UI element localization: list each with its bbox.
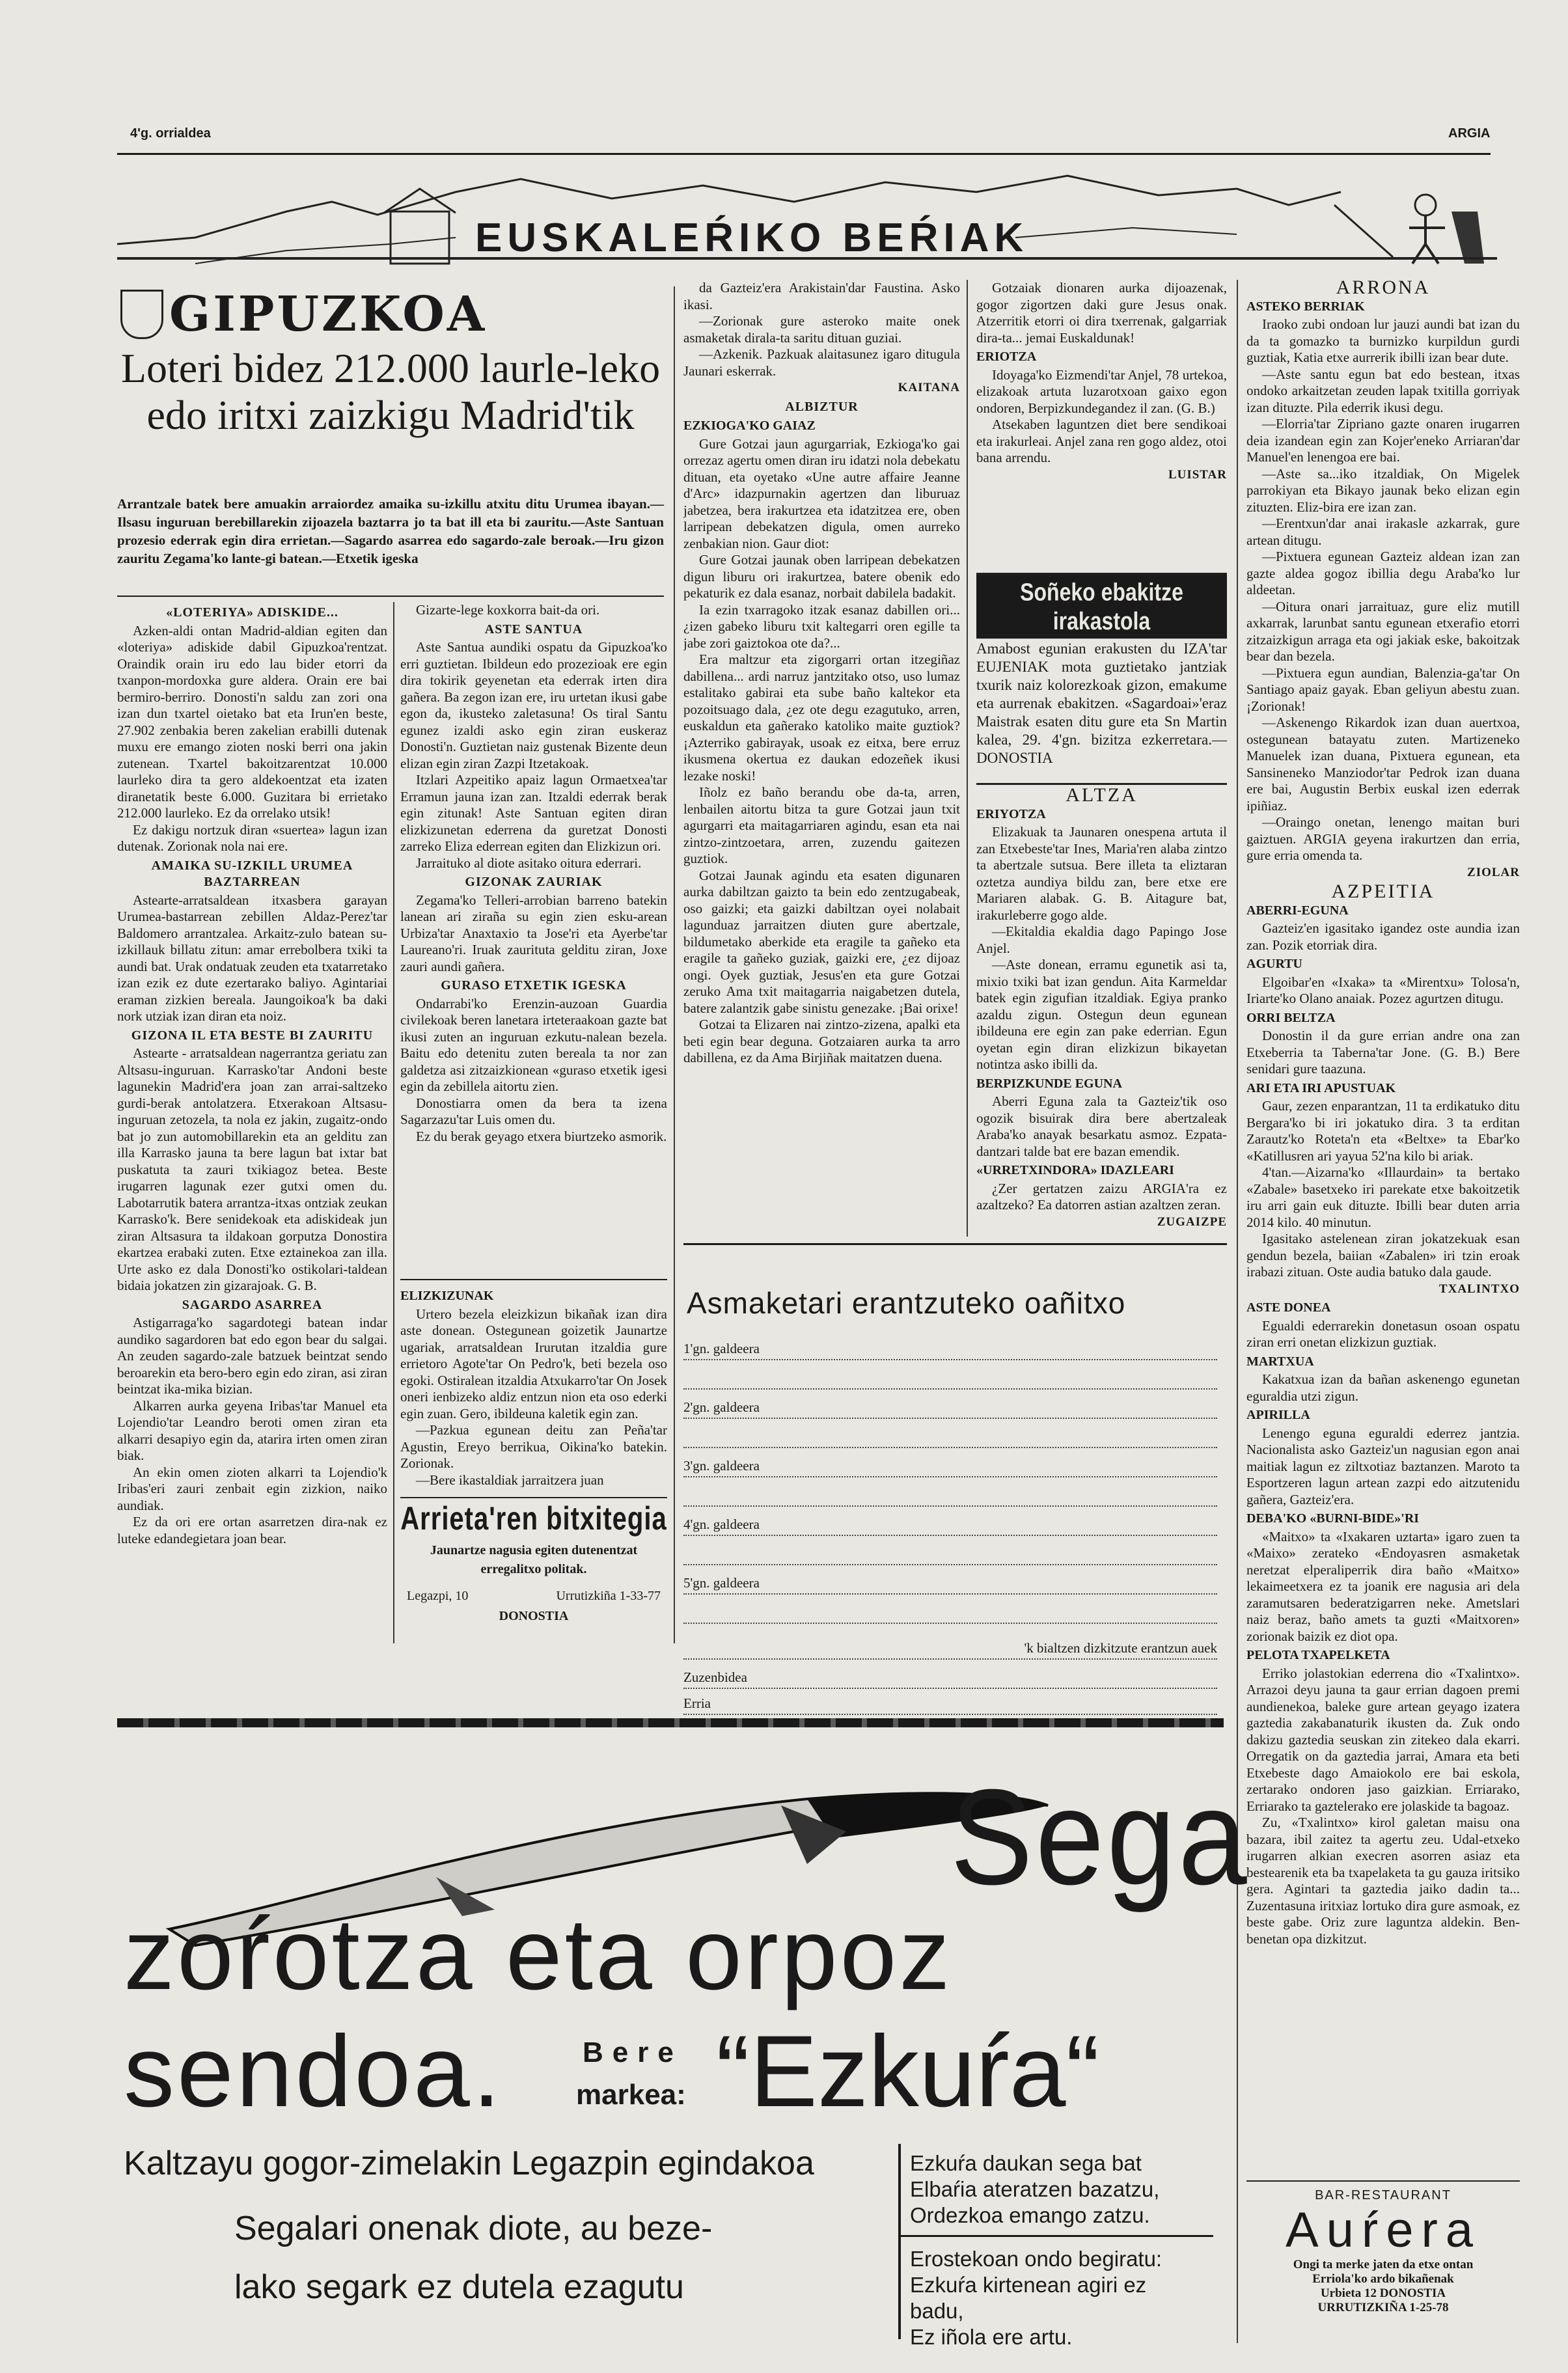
contest-answer-1[interactable]: 1'gn. galdeera xyxy=(683,1341,1217,1360)
contest-title: Asmaketari erantzuteko oañitxo xyxy=(687,1286,1126,1320)
article-paragraph: Gazteiz'en igasitako igandez oste aundia izan zan. Pozik etorriak dira. xyxy=(1246,920,1520,953)
article-paragraph: Donostin il da gure errian andre ona zan Etxeberria ta Taberna'tar Jone. (G. B.) Bere senidari gure taazuna. xyxy=(1246,1028,1520,1077)
article-paragraph: Itzlari Azpeitiko apaiz lagun Ormaetxea'tar Erramun jauna izan zan. Itzaldi ederrak berak egin zitunak! Aste Santuan egiten diran elizkizunetan ederrena da guretzat Donosti zarreko Eliza ederrean egiten dan Elizkizun ori. xyxy=(400,772,667,854)
article-paragraph: —Oitura onari jarraituaz, gure eliz mutill axkarrak, larunbat santu egunean etxerafio etorri zitzaizkigun arraga eta ogi jakiak eske, bakoitzak bear dan bezela. xyxy=(1246,598,1520,664)
contest-note: 'k bialtzen dizkitzute erantzun auek xyxy=(1024,1640,1217,1656)
article-paragraph: Elgoibar'en «Ixaka» ta «Mirentxu» Tolosa'n, Iriarte'ko Olano anaiak. Pozez agurtzen ditugu. xyxy=(1246,974,1520,1006)
ad-soneko-text: Amabost egunian erakusten du IZA'tar EUJENIAK mota guztietako jantziak txurik naiz kolorezkoak gizon, emakume eta aurrenak ebakitzen. «Sagardoai»'eraz Maistrak esaten ditu gure eta Sn Martin kalea, 29. 4'gn. bizitza ezkerretara.—DONOSTIA xyxy=(976,640,1227,766)
author-signature: ZUGAIZPE xyxy=(1157,1214,1227,1229)
article-paragraph: Era maltzur eta zigorgarri ortan itzegiñaz dabillena... ardi narruz jantzitako otso, uso lumaz estalitako gabirai eta sube baño kaltekor eta pozoitsuago dala, ¿ez ote degu ezagutuko, arren, euskaldun eta gañerako katoliko maite guztiok? ¡Azterriko gabirayak, usoak ez eitxa, bere erruz ikusmena okertua ez daukan edozeñek ikusi lezake noski! xyxy=(683,652,960,784)
subsection-heading: DEBA'KO «BURNI-BIDE»'RI xyxy=(1246,1511,1420,1526)
author-signature: TXALINTXO xyxy=(1438,1282,1520,1296)
article-paragraph: Kakatxua izan da bañan askenengo egunetan eguraldia utzi zigun. xyxy=(1246,1371,1520,1404)
article-paragraph: —Oraingo onetan, lenengo maitan buri gaiztuen. ARGIA geyena irakurtzen dan erria, gure erria omenda ta. xyxy=(1246,814,1520,863)
contest-answer-2[interactable]: 2'gn. galdeera xyxy=(683,1399,1217,1419)
subsection-heading: ERIOTZA xyxy=(976,350,1037,364)
contest-answer-3-line2[interactable] xyxy=(683,1487,1217,1507)
article-paragraph: 4'tan.—Aizarna'ko «Illaurdain» ta bertako «Zabale» basetxeko iri parekate etxe bakoitzetik iru arri gain euk dituzte. Ibilli bear duten arria 2014 kilo. 40 minutun. xyxy=(1246,1164,1520,1230)
subsection-heading: ELIZKIZUNAK xyxy=(400,1289,494,1303)
page-number: 4'g. orrialdea xyxy=(130,126,211,141)
article-paragraph: Gotzaiak dionaren aurka dijoazenak, gogor zigortzen daki gure Jesus onak. Atzerritik etorri oi dira txerrenak, galgarriak dira-ta... jemai Euskaldunak! xyxy=(976,280,1227,346)
section-heading: GURASO ETXETIK IGESKA xyxy=(441,978,627,993)
column-divider xyxy=(393,602,394,1643)
article-paragraph: Ez dakigu nortzuk diran «suertea» lagun izan dutenak. Zorionak nola nai ere. xyxy=(117,821,387,854)
sega-segalari-2: lako segark ez dutela ezagutu xyxy=(234,2268,684,2306)
sega-line1: zoŕotza eta orpoz xyxy=(124,1898,953,2011)
article-paragraph: Urtero bezela eleizkizun bikañak izan dira aste donean. Ostegunean goizetik Jaunartze ugariak, arratsaldean Irurutan itzaldia gure errietoro Agote'tar On Pedro'k, beti bezela oso egoki. Ostiralean itzaldia Atxukarro'tar On Josek oneri ienbizeko aldiz entzun nion eta oso ederki egin zuan. Gero, ibildeuna kaletik egin zan. xyxy=(400,1306,667,1421)
subsection-heading: ORRI BELTZA xyxy=(1246,1010,1336,1025)
paper-name: ARGIA xyxy=(1448,126,1491,141)
article-paragraph: —Elorria'tar Zipriano gazte onaren irugarren deia izandean egin zan Kojer'eneko Arriaran'dar Manuel'en lenengoa ere bai. xyxy=(1246,416,1520,465)
article-paragraph: An ekin omen zioten alkarri ta Lojendio'k Iribas'eri zauri zenbait egin zizkion, naiko aundiak. xyxy=(117,1464,387,1513)
section-heading: AMAIKA SU-IZKILL URUMEA BAZTARREAN xyxy=(151,858,353,889)
article-paragraph: —Pixtuera egun aundian, Balenzia-ga'tar On Santiago apaiz gayak. Eban geliyun abestu zuan. ¡Zorionak! xyxy=(1246,665,1520,714)
banner-title: EUSKALEŔIKO BEŔIAK xyxy=(475,215,1029,260)
column-rule xyxy=(400,1279,667,1280)
ad-soneko xyxy=(976,573,1227,785)
subsection-heading: MARTXUA xyxy=(1246,1354,1314,1369)
article-paragraph: —Zorionak gure asteroko maite onek asmaketak dirala-ta saritu dituan guziai. xyxy=(683,313,960,346)
subsection-heading: EZKIOGA'KO GAIAZ xyxy=(683,418,816,433)
article-paragraph: Idoyaga'ko Eizmendi'tar Anjel, 78 urtekoa, elizakoak artuta luzarotxoan gaixo egon ondoren, Berpizkundegandez il zan. (G. B.) xyxy=(976,366,1227,416)
article-paragraph: —Pazkua egunean deitu zan Peña'tar Agustin, Ereyo berrikua, Oikina'ko batekin. Zorionak. xyxy=(400,1422,667,1471)
author-signature: LUISTAR xyxy=(1168,467,1227,482)
header-rule xyxy=(117,153,1491,155)
town-heading: ARRONA xyxy=(1336,277,1431,298)
article-paragraph: Ia ezin txarragoko itzak esanaz dabillen ori... ¿izen gabeko liburu txit kaltegarri oren egille ta jabe zori gaiztokoa ote da?... xyxy=(683,601,960,651)
article-paragraph: —Ekitaldia ekaldia dago Papingo Jose Anjel. xyxy=(976,924,1227,956)
column-altza xyxy=(976,784,1227,1237)
column-gipuzkoa-2 xyxy=(400,602,667,1272)
subsection-heading: APIRILLA xyxy=(1246,1408,1310,1422)
column-gipuzkoa-2b xyxy=(400,1285,667,1487)
section-heading: ASTE SANTUA xyxy=(484,622,583,637)
article-paragraph: —Aste santu egun bat edo bestean, itxas ondoko arkaitzetan zeuden lapak txitilla gorriyak izan dituzte. Pila ederrik ikusi degu. xyxy=(1246,366,1520,415)
author-signature: ZIOLAR xyxy=(1467,865,1520,879)
article-paragraph: Igasitako astelenean ziran jokatzekuak esan gendun bezela, baiian «Zabalen» iri tzin eroak irabazi zituan. Oste audia batuko dala gaude. xyxy=(1246,1231,1520,1280)
main-headline: Loteri bidez 212.000 laurle-leko edo iritxi zaizkigu Madrid'tik xyxy=(120,345,661,438)
article-paragraph: Iraoko zubi ondoan lur jauzi aundi bat izan du da ta gomazko ta burnizko kurpildun gurdi guztiak, Katia etxe aurrerik ibilli izan bear dute. xyxy=(1246,316,1520,365)
column-divider xyxy=(1237,280,1238,2343)
article-paragraph: Astearte-arratsaldean itxasbera garayan Urumea-bastarrean zebillen Aldaz-Perez'tar Baldomero arrantzalea. Arkaitz-zulo batean su-izkillauk billatu zitun: amar errebolbera txiki ta aundi bat. Urak ondatuak zeuden eta txatarretako izan ezik ez dute ezertarako baliyo. Agintariai eraman zizkien bereala. Jaungoikoa'k ba daki nork utziak izan diran eta noiz. xyxy=(117,892,387,1024)
subsection-heading: PELOTA TXAPELKETA xyxy=(1246,1648,1390,1662)
article-paragraph: Zegama'ko Telleri-arrobian barreno batekin lanean ari ziraña su egin zien esku-arean Urbiza'tar Anaxtaxio ta Jose'ri eta Ayerbe'tar Laureano'ri. Iruak zaurituta gelditu ziran, Joxe zauri aundi gañera. xyxy=(400,892,667,974)
gipuzkoa-coat-of-arms-icon xyxy=(120,290,163,339)
ad-aurera-name: Auŕera xyxy=(1285,2202,1481,2258)
article-paragraph: Aberri Eguna zala ta Gazteiz'tik oso ogozik bisuirak dira bere abertzaleak Araba'ko anayak besarkatu asmoz. Ezpata-dantzari talde bat ere bazan emendik. xyxy=(976,1093,1227,1159)
article-paragraph: Astigarraga'ko sagardotegi batean indar aundiko sagardoren bat edo egon bear du salgai. An zeuden sagardo-zale batzuek beintzat sendo beroarekin eta bero-bero egin edo ziran, asi ziran beintzat ika-mika bizian. xyxy=(117,1315,387,1397)
contest-answer-5-line2[interactable] xyxy=(683,1604,1217,1624)
article-paragraph: —Bere ikastaldiak jarraitzera juan xyxy=(416,1472,604,1487)
article-paragraph: Jarraituko al diote asitako oitura ederrari. xyxy=(416,855,642,871)
subsection-heading: BERPIZKUNDE EGUNA xyxy=(976,1076,1122,1091)
ad-arrieta-line2: erregalitxo politak. xyxy=(480,1562,587,1576)
article-paragraph: Gaur, zezen enparantzan, 11 ta erdikatuko ditu Bergara'ko bi iri jokatuko dira. 3 ta erditan Zarautz'ko Roteta'n eta «Beltxe» ta Ebar'ko «Katillusren ari yayua 52'na kilo bi ariak. xyxy=(1246,1098,1520,1164)
sega-segalari-1: Segalari onenak diote, au beze- xyxy=(234,2210,713,2247)
column-gipuzkoa-1 xyxy=(117,602,387,1643)
article-paragraph: Alkarren aurka geyena Iribas'tar Manuel eta Lojendio'tar Leandro beroti omen ziran eta alkarri desapiyo egin da, atarira irten omen ziran biak. xyxy=(117,1397,387,1463)
contest-address[interactable]: Zuzenbidea xyxy=(683,1669,1217,1689)
subsection-heading: ERIYOTZA xyxy=(976,806,1046,821)
column-divider xyxy=(967,280,968,1237)
subsection-heading: «URRETXINDORA» IDAZLEARI xyxy=(976,1163,1174,1177)
lead-rule xyxy=(117,596,664,597)
article-paragraph: Erriko jolastokian ederrena dio «Txalintxo». Arrazoi deyu jauna ta gaur errian dagoen premi aundienekoa, baleke gure artean geyago izatera gaztedia zakabanaturik ikusten da. Zuk ondo dakizu gaztedia seuskan zin zitekeo dala ekarri. Orregatik on da gaztedia jarrai, Amara eta beti Etxebeste dago Amaiokolo ere bai eskola, zertarako ondoren jaso gaizkian. Erriarako, Erriarako ta gaztelerako ere jolaskide ta bagoaz. xyxy=(1246,1665,1520,1814)
contest-answer-3[interactable]: 3'gn. galdeera xyxy=(683,1458,1217,1477)
article-paragraph: Gizarte-lege koxkorra bait-da ori. xyxy=(416,602,600,618)
subsection-heading: AGURTU xyxy=(1246,957,1302,971)
ad-aurera-label: BAR-RESTAURANT xyxy=(1315,2188,1451,2202)
ad-aurera-line2: Erriola'ko ardo bikañenak xyxy=(1312,2272,1454,2286)
lead-summary: Arrantzale batek bere amuakin arraiordez amaika su-izkillu atxitu ditu Urumea ibayan.—Ilsasu inguruan berebillarekin zijoazela baztarra jo ta bat ill eta bi zauritu.—Aste Santuan prozesio ederrak egin dira errietan.—Sagardo asarrea edo sagardo-zale beroak.—Iru gizon zauritu Zegama'ko lante-gi batean.—Etxetik igeska xyxy=(117,496,664,566)
article-paragraph: Ez da ori ere ortan asarretzen dira-nak ez luteke edandegietara joan bear. xyxy=(117,1514,387,1546)
article-paragraph: «Maitxo» ta «Ixakaren uztarta» igaro zuen ta «Maixo» zerateko «Endoyasren asmaketak neretzat elperaliperrik dira baño «Maitxo» lekaimeetxera ez ta joanik ere nagusia ari dela zaramutsaren bederatzigarren neke. Ametslari naiz beraz, baño amets ta guzti «Maitxoren» zorionak baizik ez diot opa. xyxy=(1246,1528,1520,1644)
section-heading: ALBIZTUR xyxy=(785,399,859,414)
contest-answer-2-line2[interactable] xyxy=(683,1429,1217,1448)
section-heading: GIZONAK ZAURIAK xyxy=(465,875,603,889)
ad-arrieta-name: Arrieta'ren bitxitegia xyxy=(400,1501,667,1537)
ad-arrieta-address: Legazpi, 10 xyxy=(407,1589,469,1603)
author-signature: KAITANA xyxy=(898,381,960,394)
sega-word: Sega xyxy=(950,1761,1250,1913)
section-heading: SAGARDO ASARREA xyxy=(182,1297,323,1312)
sega-ad-frame xyxy=(117,1727,1250,2359)
article-paragraph: Iñolz ez baño berandu obe da-ta, arren, lenbailen aitortu bitza ta gure Gotzai jaun txit agurgarri eta maitagarriaren agindu, esan eta nai zintzo-zintzoetara, arren, zuzendu gaitezen guztiok. xyxy=(683,784,960,866)
article-paragraph: ¿Zer gertatzen zaizu ARGIA'ra ez azaltzeko? Ea datorren astian azaltzen zeran. xyxy=(976,1180,1227,1213)
article-paragraph: Elizakuak ta Jaunaren onespena artuta il zan Etxebeste'tar Ines, Maria'ren alaba zintzo ta abertzale sutsua. Bere illeta ta eliztaran oztetza aundiya bildu zan, bere etxe ere Mariaren alabak. G. B. Aitagure bat, irakurleberre gogo alde. xyxy=(976,824,1227,923)
article-paragraph: Aste Santua aundiki ospatu da Gipuzkoa'ko erri guztietan. Ibildeun edo prozezioak ere egin dira tokirik geyenetan eta ederrak irten dira gañera. Ba zegon izan ere, iru urtetan ikusi gabe egon da, ikusteko zaletasuna! Os tiral Santu egunez izaldi asko egin ziran euskeraz Donosti'n. Guztietan naiz gustenak Bizente deun elizan egin ziran Zazpi Itzetakoak. xyxy=(400,639,667,771)
sega-line2: sendoa. xyxy=(124,2015,504,2128)
article-paragraph: Ez du berak geyago etxera biurtzeko asmorik. xyxy=(416,1128,667,1144)
article-paragraph: Zu, «Txalintxo» kirol galetan maisu ona bazara, ibil zaitez ta agertu zeu. Udal-etxeko irugarren alkian execren asorren asiaz eta bestearenik eta ba txapelaketa ta gu gauza iritsiko gera. Agintari ta gaztedia jaiko dadin ta... Zuzentasuna iritxiaz lortuko dira gure asmoak, ez beste gabe. Oriz zure laguntza aldekin. Ben-benetan opa dizkitzut. xyxy=(1246,1815,1520,1947)
article-paragraph: Gotzai Jaunak agindu eta esaten digunaren aurka dabiltzan gaizto ta bein edo zentzugabeak, oso gaizki; eta gaizki dabiltzan oyei nolabait lagunduaz jarraitzen diuten gure abertzale, bildumetako aberkide eta eragile ta gañeko eta eragile ta gañeko guziak, gaizki ere, ¿ez dijoaz ongi. Oyek guztiak, Jesus'en eta gure Gotzai zeruko Ama txit maitagarria naigabetzen dutela, batere zalantzik gabe sinistu genezake. ¡Bai orixe! xyxy=(683,867,960,1016)
sega-bere: Bere xyxy=(583,2037,683,2068)
article-paragraph: —Aste donean, erramu egunetik asi ta, mixio txiki bat izan gendun. Aita Karmeldar batek egin zigufian itzaldiak. Egiya pranko azaldu zigun. Ostegun deun egunean ibildeuna ere egin zan pake ederrian. Egun oyetan egin diran elizkizun bikayetan notintza asko ibilli da. xyxy=(976,957,1227,1072)
ad-soneko-title: Soñeko ebakitze irakastola xyxy=(976,575,1227,638)
article-paragraph: Gotzai ta Elizaren nai zintzo-zizena, apalki eta beti egin bear deguna. Gotzaiaren aurka ta arro dabillena, ez da Ama Birjiñak maitatzen duena. xyxy=(683,1017,960,1065)
sega-box-2: Erostekoan ondo begiratu: Ezkuŕa kirtenean agiri ez badu, Ez iñola ere artu. xyxy=(910,2247,1162,2349)
contest-answer-4-line2[interactable] xyxy=(683,1546,1217,1565)
subsection-heading: ABERRI-EGUNA xyxy=(1246,903,1349,918)
subsection-heading: ASTEKO BERRIAK xyxy=(1246,299,1365,314)
contest-answer-1-line2[interactable] xyxy=(683,1370,1217,1390)
contest-rule xyxy=(683,1243,1227,1245)
article-paragraph: da Gazteiz'era Arakistain'dar Faustina. Asko ikasi. xyxy=(683,280,960,312)
column-albiztur xyxy=(683,280,960,1237)
article-paragraph: Astearte - arratsaldean nagerrantza geriatu zan Altsasu-inguruan. Karrasko'tar Andoni beste lagunekin Madrid'era joan zan arrai-saltzeko gurdi-berak antolatzera. Etxerakoan Altsasu-inguruan zetozela, ta nola ez jakin, zugaitz-ondo bat jo zun automobillarekin eta an gelditu zan illa Karrasko jauna ta bere lagun bat ixtar bat puskatuta ta zauri txikiagoz betea. Beste irugarren lagunak ezer gutxi omen du. Labotarrutik batera arrantza-itxas ontziak zeukan Karrasko'k. Bere senidekoak eta adiskideak jun ziran Altsasura ta ildakoan gorputza Donostira ekartzea erabaki zuten. Etxe eztainekoa zan illa. Urte asko ez dala Donosti'ko ostikolari-taldean bidaia jokatzen zin gizarajoak. G. B. xyxy=(117,1045,387,1293)
ad-aurera-address: Urbieta 12 DONOSTIA xyxy=(1320,2286,1446,2300)
article-paragraph: Ondarrabi'ko Erenzin-auzoan Guardia civilekoak beren lanetara irteteraakoan gazte bat ikusi zuten an inguruan ezkutu-nalean bezela. Baitu edo detenitu zuten bereala ta nor zan galdetza asi zitzaizkionean «guraso etxetik igesi egin da zebillela aitortu zien. xyxy=(400,995,667,1094)
subsection-heading: ARI ETA IRI APUSTUAK xyxy=(1246,1080,1396,1095)
article-paragraph: Donostiarra omen da bera ta izena Sagarzazu'tar Luis omen du. xyxy=(400,1095,667,1127)
article-paragraph: —Azkenik. Pazkuak alaitasunez igaro ditugula Jaunari eskerrak. xyxy=(683,346,960,379)
article-paragraph: —Pixtuera egunean Gazteiz aldean izan zan gazte aldea gogoz ibillia degu Araba'ko lur aldeetan. xyxy=(1246,549,1520,597)
town-heading: AZPEITIA xyxy=(1331,881,1435,902)
ad-arrieta-phone: Urrutizkiña 1-33-77 xyxy=(556,1589,661,1603)
town-heading: ALTZA xyxy=(1066,784,1138,806)
sega-brand: “Ezkuŕa“ xyxy=(716,2015,1100,2128)
article-paragraph: Egualdi ederrarekin donetasun osoan ospatu ziran erri onetan elizkizun guztiak. xyxy=(1246,1317,1520,1350)
ad-arrieta-city: DONOSTIA xyxy=(499,1609,569,1623)
sega-box-warning xyxy=(898,2144,1213,2349)
column-divider xyxy=(674,286,675,1643)
sega-ad-border-top xyxy=(117,1718,1224,1727)
article-paragraph: —Aste sa...iko itzaldiak, On Migelek parrokiyan eta Bikayo jaunak beko elizan egin zituzten. Eliz-bira ere izan zan. xyxy=(1246,465,1520,515)
contest-answer-5[interactable]: 5'gn. galdeera xyxy=(683,1575,1217,1595)
sega-made: Kaltzayu gogor-zimelakin Legazpin egindakoa xyxy=(124,2145,814,2182)
contest-answer-4[interactable]: 4'gn. galdeera xyxy=(683,1516,1217,1536)
article-paragraph: Gure Gotzai jaunak oben larripean debekatzen digun liburu ori irakurtzea, batere obenik edo pekaturik ez dala esanaz, norbait dabilela badakit. xyxy=(683,552,960,601)
contest-sender-line[interactable] xyxy=(683,1640,1217,1660)
article-paragraph: —Erentxun'dar anai irakasle azkarrak, gure artean ditugu. xyxy=(1246,515,1520,548)
article-paragraph: Azken-aldi ontan Madrid-aldian egiten dan «loteriya» adiskide dabil Gipuzkoa'rentzat. Oraindik orain iru edo lau bider etorri da txanpon-mordoxka gure aldera. Orain ere bai bermiro-berriro. Donosti'n saldu zan zori ona izan dun txartel oietako bat eta Irun'en beste, 27.902 zenbakia beren zakelian erabilli dutenak muxu ere emango zioten noski berri ona jakin zutenean. Txartel bakoitzarentzat 10.000 laurleko dira ta gero aldekoentzat eta izaten diranetatik beste 6.000. Guzitara bi errietako 212.000 laurleko. Ez da orrelako utsik! xyxy=(117,622,387,821)
article-paragraph: —Askenengo Rikardok izan duan auertxoa, ostegunean batayatu zuten. Martizeneko Manuelek izan duana, Pixtuera egunean, eta Sansineneko Manziodor'tar Pedrok izan duana ere bai, Augustin Berbix euskal izen ederrak ipiñiaz. xyxy=(1246,715,1520,814)
article-paragraph: Gure Gotzai jaun agurgarriak, Ezkioga'ko gai orrezaz agertu omen diran iru idatzi nola debekatu dituan, eta oyetako «Une autre affaire Jeanne d'Arc» idazpurnakin agertzen dan liburuaz jabetzea, bera irakurtzea eta idatzitzea ere, oben larripean debekatzen digula, omen aurreko zenbakian nion. Gaur diot: xyxy=(683,435,960,551)
subsection-heading: ASTE DONEA xyxy=(1246,1300,1331,1315)
sega-markea: markea: xyxy=(576,2079,686,2111)
section-heading: «LOTERIYA» ADISKIDE... xyxy=(166,605,338,620)
column-eriotza xyxy=(976,280,1227,566)
section-heading: GIZONA IL ETA BESTE BI ZAURITU xyxy=(131,1028,374,1043)
ad-aurera-line1: Ongi ta merke jaten da etxe ontan xyxy=(1293,2258,1474,2271)
ad-arrieta xyxy=(400,1497,667,1645)
article-paragraph: Lenengo eguna eguraldi ederrez jantzia. Nacionalista asko Gazteiz'un nagusian egon anai maitiak lagun ez ziltxotiaz baztanzen. Maroto ta Esportzeren lagun artean zazpi edo aitzutenidu gañera, Gazteiz'era. xyxy=(1246,1425,1520,1507)
ad-aurera xyxy=(1246,2180,1520,2344)
column-arrona-azpeitia xyxy=(1246,277,1520,2177)
ad-aurera-phone: URRUTIZKIÑA 1-25-78 xyxy=(1317,2301,1449,2314)
sega-box-1: Ezkuŕa daukan sega bat Elbaŕia ateratzen bazatzu, Ordezkoa emango zatzu. xyxy=(901,2144,1213,2237)
ad-arrieta-line1: Jaunartze nagusia egiten dutenentzat xyxy=(430,1543,638,1557)
region-title: GIPUZKOA xyxy=(169,286,488,342)
contest-town[interactable]: Erria xyxy=(683,1695,1217,1715)
article-paragraph: Atsekaben laguntzen diet bere sendikoai eta irakurleai. Anjel zana ren gogo aldez, otoi bana arrendu. xyxy=(976,417,1227,465)
